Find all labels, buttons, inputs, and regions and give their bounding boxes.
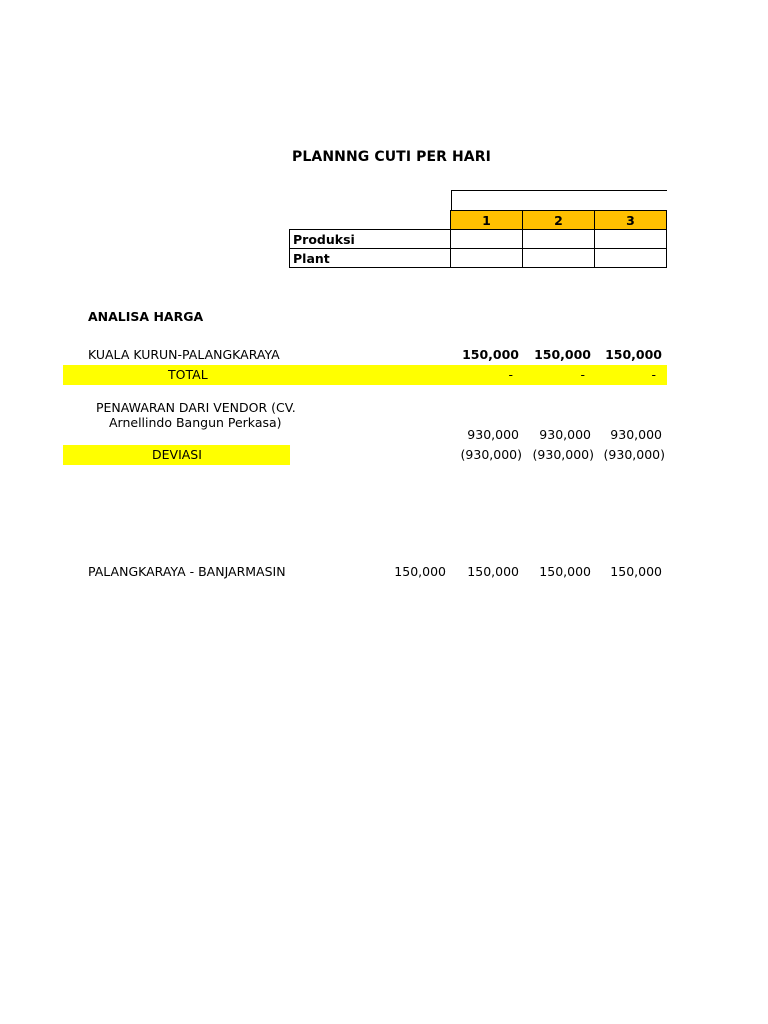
grid-header-top-border [451, 190, 667, 191]
grid-cell[interactable] [523, 230, 595, 249]
grid-corner [290, 211, 451, 230]
route1-day2[interactable]: 150,000 [534, 347, 591, 362]
route1-day1[interactable]: 150,000 [462, 347, 519, 362]
route2-day1[interactable]: 150,000 [467, 564, 519, 579]
route2-day3[interactable]: 150,000 [610, 564, 662, 579]
vendor-label-line2: Arnellindo Bangun Perkasa) [109, 415, 282, 430]
route1-label: KUALA KURUN-PALANGKARAYA [88, 347, 280, 362]
row-label-plant[interactable]: Plant [290, 249, 451, 268]
planning-grid [289, 210, 667, 268]
grid-header-left-border [451, 190, 452, 210]
vendor-day2[interactable]: 930,000 [539, 427, 591, 442]
vendor-label-line1: PENAWARAN DARI VENDOR (CV. [96, 400, 296, 415]
grid-header-row [290, 211, 667, 230]
vendor-day1[interactable]: 930,000 [467, 427, 519, 442]
total-day1[interactable]: - [508, 367, 513, 382]
day-header-2[interactable]: 2 [523, 211, 595, 230]
vendor-day3[interactable]: 930,000 [610, 427, 662, 442]
route1-day3[interactable]: 150,000 [605, 347, 662, 362]
page-title: PLANNNG CUTI PER HARI [292, 149, 491, 165]
grid-cell[interactable] [451, 230, 523, 249]
deviasi-day3[interactable]: (930,000) [603, 447, 665, 462]
deviasi-day1[interactable]: (930,000) [460, 447, 522, 462]
day-header-1[interactable]: 1 [451, 211, 523, 230]
row-label-produksi[interactable]: Produksi [290, 230, 451, 249]
analisa-heading: ANALISA HARGA [88, 309, 204, 324]
grid-cell[interactable] [523, 249, 595, 268]
total-day2[interactable]: - [580, 367, 585, 382]
deviasi-label: DEVIASI [152, 447, 202, 462]
day-header-3[interactable]: 3 [595, 211, 667, 230]
total-day3[interactable]: - [651, 367, 656, 382]
grid-row-plant [290, 249, 667, 268]
grid-cell[interactable] [595, 249, 667, 268]
route2-day2[interactable]: 150,000 [539, 564, 591, 579]
grid-cell[interactable] [595, 230, 667, 249]
deviasi-day2[interactable]: (930,000) [532, 447, 594, 462]
grid-row-produksi [290, 230, 667, 249]
grid-cell[interactable] [451, 249, 523, 268]
route2-label: PALANGKARAYA - BANJARMASIN [88, 564, 286, 579]
route2-col0[interactable]: 150,000 [394, 564, 446, 579]
total-label: TOTAL [168, 367, 208, 382]
